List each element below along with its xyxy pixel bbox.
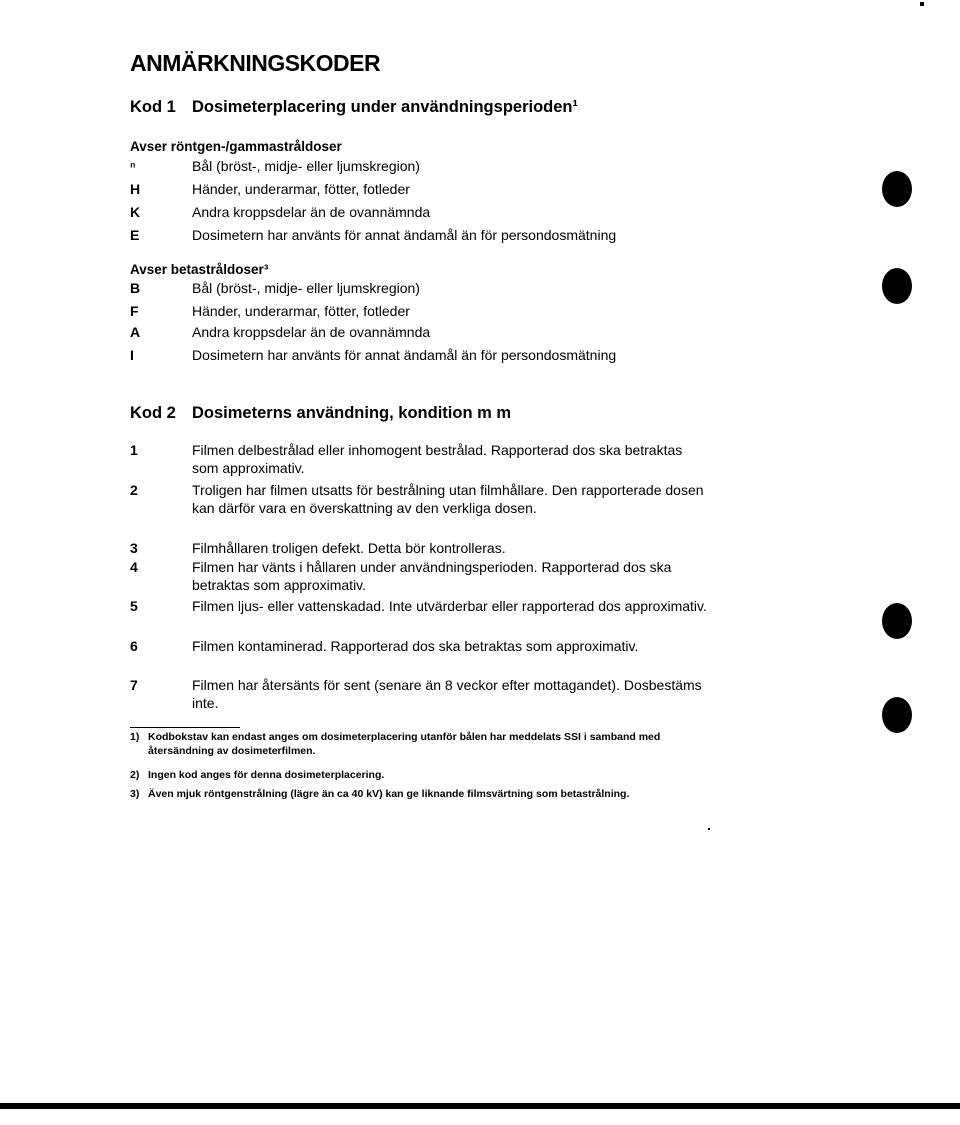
item-text: Händer, underarmar, fötter, fotleder [192, 303, 410, 319]
beta-item [130, 302, 710, 320]
beta-item [130, 323, 710, 341]
item-code: 5 [130, 598, 138, 614]
item-text: Filmen kontaminerad. Rapporterad dos ska betraktas som approximativ. [192, 638, 639, 654]
rontgen-item [130, 226, 710, 244]
kod2-item [130, 597, 710, 615]
kod2-item [130, 637, 710, 655]
footnote-text: Ingen kod anges för denna dosimeterplacering. [148, 769, 385, 781]
item-code: 3 [130, 540, 138, 556]
item-code: I [130, 347, 134, 363]
item-code: 7 [130, 677, 138, 693]
scan-speck [920, 2, 924, 6]
item-code: 4 [130, 559, 138, 575]
footnote-text: Även mjuk röntgenstrålning (lägre än ca 40 kV) kan ge liknande filmsvärtning som betastrålning. [148, 788, 630, 800]
kod2-item [130, 441, 710, 477]
item-code: K [130, 204, 141, 220]
item-text: Filmhållaren troligen defekt. Detta bör kontrolleras. [192, 540, 506, 556]
item-code: 6 [130, 638, 138, 654]
item-code: A [130, 324, 141, 340]
item-text: Händer, underarmar, fötter, fotleder [192, 181, 410, 197]
footnote [130, 730, 710, 758]
scan-speck [708, 828, 710, 830]
footnote-text: Kodbokstav kan endast anges om dosimeterplacering utanför bålen har meddelats SSI i samband med återsändning av dosimeterfilmen. [148, 731, 661, 757]
item-code: 2 [130, 482, 138, 498]
item-code: E [130, 227, 140, 243]
rontgen-item [130, 157, 710, 175]
item-text: Filmen delbestrålad eller inhomogent bestrålad. Rapporterad dos ska betraktas som approximativ. [192, 442, 683, 476]
item-text: Dosimetern har använts för annat ändamål än för persondosmätning [192, 227, 617, 243]
item-code: B [130, 280, 141, 296]
kod2-heading [130, 404, 511, 423]
kod1-code: Kod 1 [130, 98, 176, 116]
kod2-item [130, 558, 710, 594]
item-text: Dosimetern har använts för annat ändamål än för persondosmätning [192, 347, 617, 363]
item-text: Filmen har vänts i hållaren under användningsperioden. Rapporterad dos ska betraktas som approximativ. [192, 559, 672, 593]
item-code: F [130, 303, 139, 319]
item-text: Andra kroppsdelar än de ovannämnda [192, 324, 431, 340]
kod2-item [130, 676, 710, 712]
kod1-title: Dosimeterplacering under användningsperioden¹ [192, 98, 578, 116]
kod2-item [130, 481, 710, 517]
beta-subheading: Avser betastråldoser³ [130, 262, 269, 277]
rontgen-item [130, 180, 710, 198]
kod2-code: Kod 2 [130, 404, 176, 422]
rontgen-subheading: Avser röntgen-/gammastråldoser [130, 139, 342, 154]
footnote-divider [130, 727, 240, 728]
margin-mark [882, 697, 912, 733]
item-text: Bål (bröst-, midje- eller ljumskregion) [192, 158, 420, 174]
item-text: Filmen ljus- eller vattenskadad. Inte utvärderbar eller rapporterad dos approximativ. [192, 598, 707, 614]
footnote [130, 787, 710, 801]
item-code: 1 [130, 442, 138, 458]
margin-mark [882, 268, 912, 304]
item-text: Filmen har återsänts för sent (senare än 8 veckor efter mottagandet). Dosbestäms inte. [192, 677, 702, 711]
margin-mark [882, 171, 912, 207]
item-code: ⁿ [130, 158, 136, 174]
footnote-number: 1) [130, 731, 140, 743]
page-title: ANMÄRKNINGSKODER [130, 50, 381, 76]
margin-mark [882, 603, 912, 639]
kod1-heading [130, 98, 578, 117]
item-text: Andra kroppsdelar än de ovannämnda [192, 204, 431, 220]
item-text: Bål (bröst-, midje- eller ljumskregion) [192, 280, 420, 296]
footnote [130, 768, 710, 782]
item-text: Troligen har filmen utsatts för bestrålning utan filmhållare. Den rapporterade dosen kan därför vara en överskattning av den verkliga dosen. [192, 482, 704, 516]
kod2-title: Dosimeterns användning, kondition m m [192, 404, 512, 422]
kod2-item [130, 539, 710, 557]
rontgen-item [130, 203, 710, 221]
bottom-rule [0, 1103, 960, 1109]
footnote-number: 3) [130, 788, 140, 800]
beta-item [130, 346, 710, 364]
footnote-number: 2) [130, 769, 140, 781]
beta-item [130, 279, 710, 297]
item-code: H [130, 181, 141, 197]
